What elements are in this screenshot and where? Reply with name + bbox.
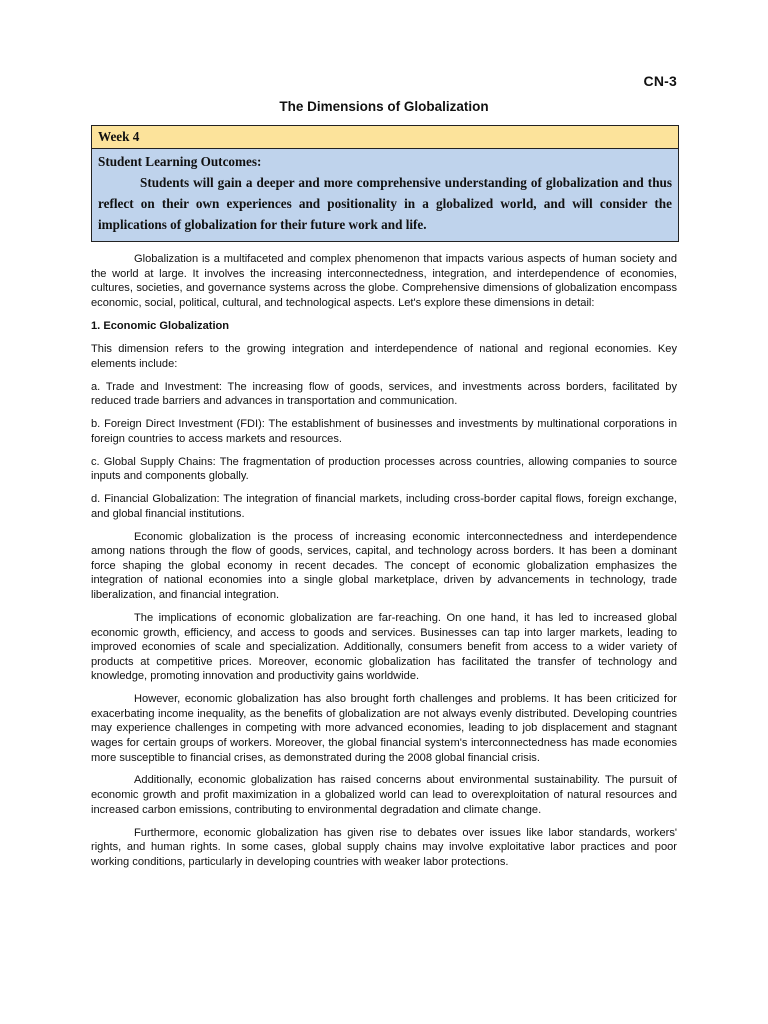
body-paragraph: Furthermore, economic globalization has given rise to debates over issues like labor standards, workers' rights, and human rights. In some cases, global supply chains may involve exploitative labor practices and poor working conditions, particularly in developing countries with weaker labor protections. — [91, 826, 677, 868]
list-item-financial: d. Financial Globalization: The integration of financial markets, including cross-border capital flows, foreign exchange, and global financial institutions. — [91, 493, 677, 520]
intro-paragraph: Globalization is a multifaceted and complex phenomenon that impacts various aspects of human society and the world at large. It involves the increasing interconnectedness, integration, and interdependence of economies, cultures, societies, and governance systems across the globe. Comprehensive dimensions of globalization encompass economic, social, political, cultural, and technological aspects. Let's explore these dimensions in detail: — [91, 253, 677, 309]
outcomes-heading: Student Learning Outcomes: — [98, 154, 262, 169]
document-title: The Dimensions of Globalization — [279, 99, 489, 114]
section-heading-economic: 1. Economic Globalization — [91, 319, 230, 332]
body-paragraph: However, economic globalization has also brought forth challenges and problems. It has been criticized for exacerbating income inequality, as the benefits of globalization are not always evenly distributed. Developing countries may experience challenges in competing with more advanced economies, leading to job displacement and stagnant wages for certain groups of workers. Moreover, the global financial system's interconnectedness has made economies more susceptible to financial crises, as demonstrated during the 2008 global financial crisis. — [91, 693, 677, 764]
body-paragraph: Additionally, economic globalization has raised concerns about environmental sustainability. The pursuit of economic growth and profit maximization in a globalized world can lead to overexploitation of natural resources and increased carbon emissions, contributing to environmental degradation and climate change. — [91, 774, 677, 816]
list-item-supply-chains: c. Global Supply Chains: The fragmentation of production processes across countries, allowing companies to source inputs and components globally. — [91, 455, 677, 483]
body-paragraph: Economic globalization is the process of increasing economic interconnectedness and interdependence among nations through the flow of goods, services, capital, and technology across borders. It has been a dominant force shaping the global economy in recent decades. The concept of economic globalization emphasizes the integration of national economies into a single global marketplace, driven by advancements in technology, trade liberalization, and financial integration. — [91, 530, 677, 602]
body-paragraph: The implications of economic globalization are far-reaching. On one hand, it has led to increased global economic growth, efficiency, and access to goods and services. Businesses can tap into larger markets, leading to improved economies of scale and specialization. Additionally, consumers benefit from access to a wider variety of products at competitive prices. Moreover, economic globalization has facilitated the transfer of technology and knowledge, promoting innovation and productivity gains worldwide. — [91, 611, 677, 683]
section-lead-paragraph: This dimension refers to the growing integration and interdependence of national and regional economies. Key elements include: — [91, 343, 677, 370]
week-label: Week 4 — [92, 126, 678, 149]
list-item-fdi: b. Foreign Direct Investment (FDI): The establishment of businesses and investments by multinational corporations in foreign countries to access markets and resources. — [91, 418, 677, 445]
outcomes-body — [92, 149, 678, 241]
list-item-trade: a. Trade and Investment: The increasing flow of goods, services, and investments across borders, facilitated by reduced trade barriers and advances in transportation and communication. — [91, 380, 677, 408]
outcomes-text: Students will gain a deeper and more comprehensive understanding of globalization and thus reflect on their own experiences and positionality in a globalized world, and will consider the implications of globalization for their future work and life. — [98, 175, 672, 232]
document-body — [91, 252, 677, 878]
learning-outcomes-box — [91, 125, 679, 242]
document-code: CN-3 — [643, 73, 677, 89]
